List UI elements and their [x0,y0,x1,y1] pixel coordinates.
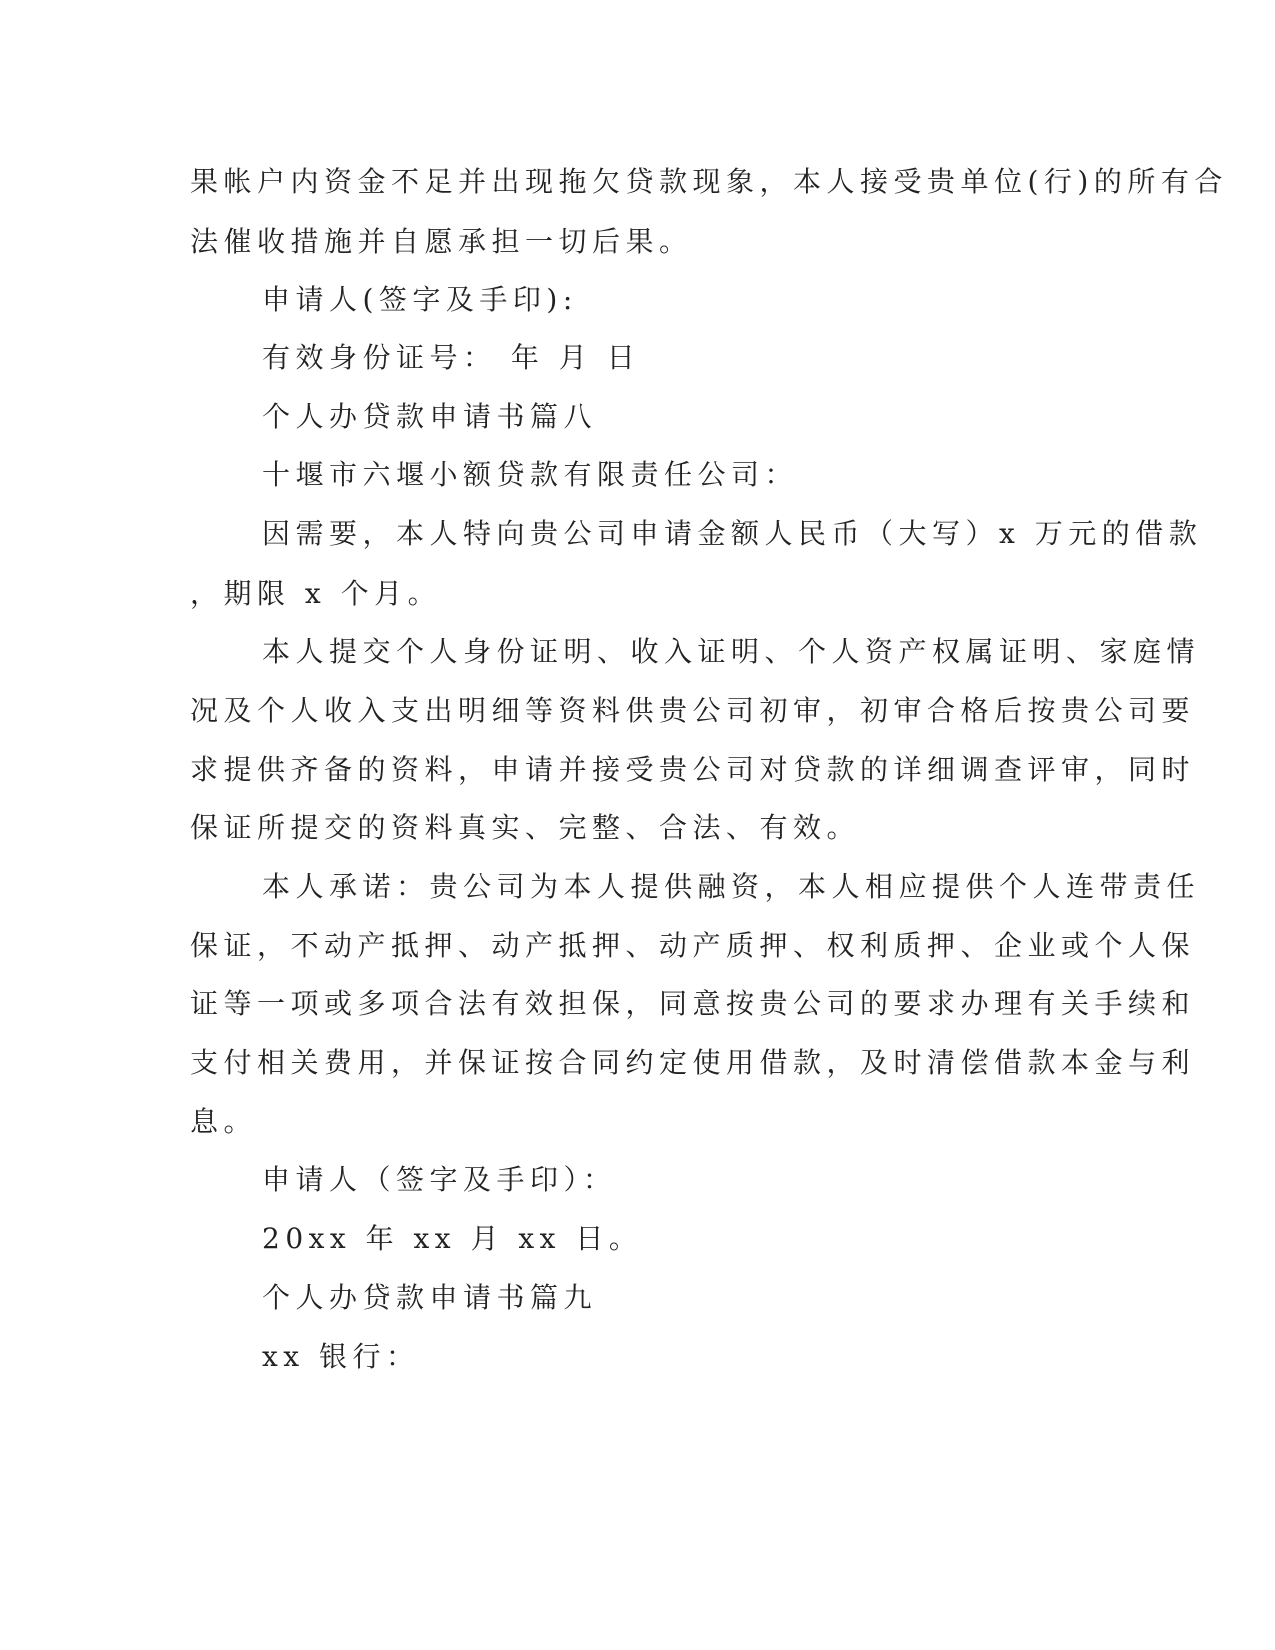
paragraph-line: 保证，不动产抵押、动产抵押、动产质押、权利质押、企业或个人保 [190,929,1196,962]
paragraph-line: 证等一项或多项合法有效担保，同意按贵公司的要求办理有关手续和 [190,987,1196,1020]
paragraph-line: 息。 [190,1105,258,1138]
paragraph-line: 因需要，本人特向贵公司申请金额人民币（大写）x 万元的借款 [262,517,1203,550]
recipient-line: xx 银行： [262,1340,420,1373]
paragraph-line: 保证所提交的资料真实、完整、合法、有效。 [190,811,861,844]
applicant-signature-label: 申请人(签字及手印): [262,283,578,316]
paragraph-line: 本人承诺：贵公司为本人提供融资，本人相应提供个人连带责任 [262,870,1201,903]
paragraph-line: 支付相关费用，并保证按合同约定使用借款，及时清偿借款本金与利 [190,1046,1196,1079]
paragraph-line: 果帐户内资金不足并出现拖欠贷款现象，本人接受贵单位(行)的所有合 [190,165,1228,198]
recipient-line: 十堰市六堰小额贷款有限责任公司： [262,458,799,491]
applicant-signature-label: 申请人（签字及手印）： [262,1163,617,1196]
section-heading: 个人办贷款申请书篇九 [262,1281,598,1314]
paragraph-line: 法催收措施并自愿承担一切后果。 [190,225,693,258]
paragraph-line: 本人提交个人身份证明、收入证明、个人资产权属证明、家庭情 [262,635,1201,668]
date-line: 20xx 年 xx 月 xx 日。 [262,1222,643,1255]
section-heading: 个人办贷款申请书篇八 [262,400,598,433]
paragraph-line: 求提供齐备的资料，申请并接受贵公司对贷款的详细调查评审，同时 [190,753,1196,786]
paragraph-line: 况及个人收入支出明细等资料供贵公司初审，初审合格后按贵公司要 [190,694,1196,727]
paragraph-line: ，期限 x 个月。 [190,577,442,610]
id-number-date-line: 有效身份证号： 年 月 日 [262,341,641,374]
